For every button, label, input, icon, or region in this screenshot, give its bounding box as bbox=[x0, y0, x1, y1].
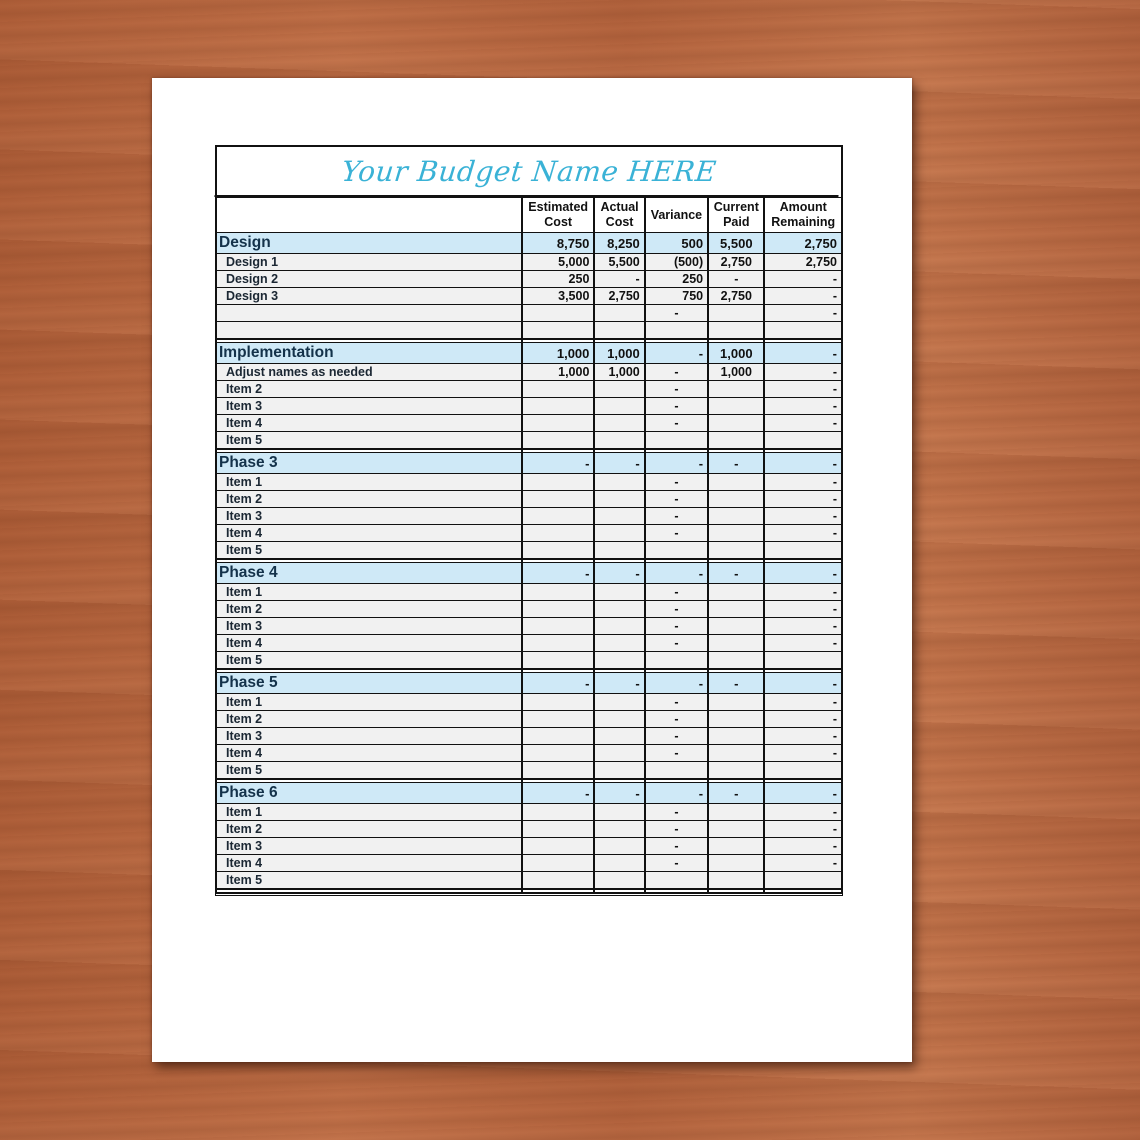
item-row bbox=[217, 635, 841, 652]
item-label[interactable]: Item 5 bbox=[217, 762, 522, 780]
item-label[interactable]: Design 1 bbox=[217, 254, 522, 271]
header-current-paid: Current Paid bbox=[708, 198, 764, 233]
item-label[interactable]: Item 5 bbox=[217, 542, 522, 560]
item-row bbox=[217, 525, 841, 542]
item-value-cell[interactable]: 1,000 bbox=[594, 364, 644, 381]
section-total-cell[interactable]: 500 bbox=[645, 233, 708, 254]
item-value-cell[interactable] bbox=[708, 398, 764, 415]
item-row bbox=[217, 601, 841, 618]
item-label[interactable]: Item 3 bbox=[217, 508, 522, 525]
section-name[interactable]: Phase 3 bbox=[217, 453, 522, 474]
item-value-cell[interactable] bbox=[594, 872, 644, 890]
item-value-cell[interactable]: - bbox=[645, 821, 708, 838]
item-value-cell[interactable] bbox=[594, 652, 644, 670]
item-value-cell[interactable] bbox=[522, 601, 594, 618]
section-total-cell[interactable]: - bbox=[708, 563, 764, 584]
item-value-cell[interactable]: - bbox=[645, 855, 708, 872]
item-value-cell[interactable] bbox=[708, 711, 764, 728]
item-value-cell[interactable]: - bbox=[708, 271, 764, 288]
item-value-cell[interactable]: - bbox=[764, 491, 841, 508]
item-value-cell[interactable]: - bbox=[764, 694, 841, 711]
section-header-row bbox=[217, 453, 841, 474]
item-value-cell[interactable] bbox=[522, 491, 594, 508]
item-value-cell[interactable] bbox=[708, 305, 764, 322]
item-value-cell[interactable]: - bbox=[764, 288, 841, 305]
item-label[interactable]: Item 4 bbox=[217, 855, 522, 872]
item-value-cell[interactable]: 2,750 bbox=[708, 254, 764, 271]
item-value-cell[interactable] bbox=[708, 584, 764, 601]
item-value-cell[interactable] bbox=[708, 694, 764, 711]
item-row bbox=[217, 821, 841, 838]
item-value-cell[interactable]: - bbox=[645, 728, 708, 745]
item-value-cell[interactable] bbox=[594, 491, 644, 508]
item-value-cell[interactable] bbox=[522, 415, 594, 432]
item-value-cell[interactable] bbox=[764, 652, 841, 670]
section-total-cell[interactable]: - bbox=[645, 563, 708, 584]
item-label[interactable]: Item 2 bbox=[217, 491, 522, 508]
budget-title: Your Budget Name HERE bbox=[214, 147, 843, 197]
item-value-cell[interactable] bbox=[708, 762, 764, 780]
item-value-cell[interactable] bbox=[645, 322, 708, 340]
item-label[interactable]: Item 2 bbox=[217, 601, 522, 618]
item-value-cell[interactable] bbox=[764, 872, 841, 890]
item-value-cell[interactable] bbox=[594, 618, 644, 635]
item-value-cell[interactable]: - bbox=[764, 584, 841, 601]
section-total-cell[interactable]: - bbox=[522, 673, 594, 694]
item-value-cell[interactable] bbox=[764, 322, 841, 340]
item-label[interactable]: Design 2 bbox=[217, 271, 522, 288]
section-name[interactable]: Phase 6 bbox=[217, 783, 522, 804]
item-value-cell[interactable] bbox=[594, 635, 644, 652]
section-total-cell[interactable]: - bbox=[522, 453, 594, 474]
item-value-cell[interactable]: 5,000 bbox=[522, 254, 594, 271]
section-name[interactable]: Design bbox=[217, 233, 522, 254]
item-label[interactable]: Item 3 bbox=[217, 398, 522, 415]
section-total-cell[interactable]: - bbox=[594, 563, 644, 584]
section-total-cell[interactable]: 1,000 bbox=[594, 343, 644, 364]
item-value-cell[interactable] bbox=[708, 381, 764, 398]
item-value-cell[interactable] bbox=[522, 508, 594, 525]
item-label[interactable]: Item 3 bbox=[217, 838, 522, 855]
section-total-cell[interactable]: - bbox=[522, 783, 594, 804]
item-value-cell[interactable] bbox=[708, 838, 764, 855]
item-value-cell[interactable] bbox=[708, 618, 764, 635]
item-value-cell[interactable]: - bbox=[645, 525, 708, 542]
item-value-cell[interactable]: - bbox=[645, 508, 708, 525]
item-label[interactable]: Item 1 bbox=[217, 694, 522, 711]
item-row bbox=[217, 652, 841, 670]
section-header-row bbox=[217, 343, 841, 364]
item-value-cell[interactable] bbox=[708, 542, 764, 560]
item-value-cell[interactable] bbox=[645, 652, 708, 670]
section-total-cell[interactable]: - bbox=[594, 783, 644, 804]
item-value-cell[interactable] bbox=[522, 618, 594, 635]
item-value-cell[interactable] bbox=[708, 491, 764, 508]
item-value-cell[interactable] bbox=[594, 804, 644, 821]
item-label[interactable]: Item 5 bbox=[217, 872, 522, 890]
item-value-cell[interactable] bbox=[594, 838, 644, 855]
item-value-cell[interactable]: - bbox=[764, 364, 841, 381]
item-value-cell[interactable]: 250 bbox=[645, 271, 708, 288]
item-value-cell[interactable]: - bbox=[764, 618, 841, 635]
item-row bbox=[217, 305, 841, 322]
section-total-cell[interactable]: - bbox=[764, 783, 841, 804]
item-label[interactable]: Item 5 bbox=[217, 652, 522, 670]
budget-sheet-paper bbox=[152, 78, 912, 1062]
item-value-cell[interactable] bbox=[522, 694, 594, 711]
item-row bbox=[217, 432, 841, 450]
item-value-cell[interactable]: - bbox=[645, 305, 708, 322]
item-value-cell[interactable]: - bbox=[645, 635, 708, 652]
item-row bbox=[217, 618, 841, 635]
item-row bbox=[217, 584, 841, 601]
item-value-cell[interactable]: 5,500 bbox=[594, 254, 644, 271]
section-header-row bbox=[217, 233, 841, 254]
item-row bbox=[217, 855, 841, 872]
item-label[interactable]: Item 1 bbox=[217, 804, 522, 821]
header-blank bbox=[217, 198, 522, 233]
item-value-cell[interactable]: 3,500 bbox=[522, 288, 594, 305]
item-value-cell[interactable]: - bbox=[594, 271, 644, 288]
item-value-cell[interactable] bbox=[594, 398, 644, 415]
item-value-cell[interactable]: (500) bbox=[645, 254, 708, 271]
item-value-cell[interactable] bbox=[708, 745, 764, 762]
item-value-cell[interactable] bbox=[594, 745, 644, 762]
item-row bbox=[217, 398, 841, 415]
item-value-cell[interactable] bbox=[594, 601, 644, 618]
budget-table bbox=[217, 197, 841, 893]
item-value-cell[interactable] bbox=[708, 804, 764, 821]
item-row bbox=[217, 838, 841, 855]
item-row bbox=[217, 508, 841, 525]
item-row bbox=[217, 711, 841, 728]
item-value-cell[interactable] bbox=[522, 381, 594, 398]
item-label[interactable]: Item 4 bbox=[217, 635, 522, 652]
item-value-cell[interactable]: - bbox=[645, 398, 708, 415]
item-value-cell[interactable] bbox=[522, 821, 594, 838]
item-value-cell[interactable] bbox=[594, 508, 644, 525]
section-name[interactable]: Phase 5 bbox=[217, 673, 522, 694]
item-value-cell[interactable] bbox=[764, 762, 841, 780]
item-value-cell[interactable] bbox=[764, 542, 841, 560]
item-value-cell[interactable]: - bbox=[764, 601, 841, 618]
item-value-cell[interactable]: - bbox=[645, 474, 708, 491]
item-label[interactable] bbox=[217, 305, 522, 322]
section-total-cell[interactable]: - bbox=[645, 343, 708, 364]
item-value-cell[interactable] bbox=[522, 525, 594, 542]
item-value-cell[interactable]: 250 bbox=[522, 271, 594, 288]
item-value-cell[interactable] bbox=[708, 415, 764, 432]
header-estimated-cost: Estimated Cost bbox=[522, 198, 594, 233]
item-value-cell[interactable] bbox=[708, 728, 764, 745]
item-value-cell[interactable] bbox=[708, 508, 764, 525]
header-variance: Variance bbox=[645, 198, 708, 233]
item-row bbox=[217, 474, 841, 491]
item-value-cell[interactable] bbox=[522, 804, 594, 821]
item-label[interactable]: Item 1 bbox=[217, 584, 522, 601]
item-value-cell[interactable] bbox=[594, 584, 644, 601]
header-actual-cost: Actual Cost bbox=[594, 198, 644, 233]
item-value-cell[interactable]: 2,750 bbox=[764, 254, 841, 271]
section-total-cell[interactable]: - bbox=[522, 563, 594, 584]
item-label[interactable]: Item 5 bbox=[217, 432, 522, 450]
section-total-cell[interactable]: - bbox=[645, 673, 708, 694]
item-value-cell[interactable] bbox=[708, 322, 764, 340]
section-total-cell[interactable]: 1,000 bbox=[708, 343, 764, 364]
item-label[interactable]: Item 2 bbox=[217, 821, 522, 838]
item-value-cell[interactable]: - bbox=[764, 635, 841, 652]
section-total-cell[interactable]: - bbox=[708, 673, 764, 694]
item-value-cell[interactable]: 2,750 bbox=[708, 288, 764, 305]
item-value-cell[interactable] bbox=[594, 728, 644, 745]
item-value-cell[interactable] bbox=[594, 542, 644, 560]
item-value-cell[interactable]: - bbox=[764, 415, 841, 432]
item-value-cell[interactable]: - bbox=[645, 364, 708, 381]
item-label[interactable]: Item 3 bbox=[217, 618, 522, 635]
item-value-cell[interactable]: - bbox=[764, 728, 841, 745]
item-value-cell[interactable] bbox=[594, 415, 644, 432]
section-total-cell[interactable]: 1,000 bbox=[522, 343, 594, 364]
item-value-cell[interactable]: 750 bbox=[645, 288, 708, 305]
section-total-cell[interactable]: - bbox=[764, 673, 841, 694]
item-value-cell[interactable]: - bbox=[645, 415, 708, 432]
item-value-cell[interactable] bbox=[708, 855, 764, 872]
item-value-cell[interactable] bbox=[594, 711, 644, 728]
item-row bbox=[217, 762, 841, 780]
item-value-cell[interactable] bbox=[522, 728, 594, 745]
item-value-cell[interactable] bbox=[708, 525, 764, 542]
item-value-cell[interactable] bbox=[522, 838, 594, 855]
item-row bbox=[217, 804, 841, 821]
item-value-cell[interactable]: - bbox=[645, 381, 708, 398]
section-divider bbox=[217, 889, 841, 893]
section-total-cell[interactable]: - bbox=[764, 563, 841, 584]
item-value-cell[interactable] bbox=[522, 322, 594, 340]
item-value-cell[interactable] bbox=[594, 762, 644, 780]
item-value-cell[interactable] bbox=[645, 762, 708, 780]
item-value-cell[interactable]: - bbox=[764, 305, 841, 322]
section-name[interactable]: Implementation bbox=[217, 343, 522, 364]
header-amount-remaining: Amount Remaining bbox=[764, 198, 841, 233]
item-label[interactable]: Item 3 bbox=[217, 728, 522, 745]
section-total-cell[interactable]: - bbox=[594, 453, 644, 474]
section-name[interactable]: Phase 4 bbox=[217, 563, 522, 584]
item-value-cell[interactable]: - bbox=[764, 711, 841, 728]
item-value-cell[interactable]: - bbox=[764, 855, 841, 872]
section-total-cell[interactable]: - bbox=[594, 673, 644, 694]
item-value-cell[interactable] bbox=[594, 855, 644, 872]
section-total-cell[interactable]: 2,750 bbox=[764, 233, 841, 254]
item-value-cell[interactable] bbox=[708, 821, 764, 838]
item-value-cell[interactable]: - bbox=[645, 838, 708, 855]
section-total-cell[interactable]: - bbox=[645, 783, 708, 804]
item-value-cell[interactable] bbox=[522, 762, 594, 780]
item-value-cell[interactable] bbox=[594, 305, 644, 322]
item-row bbox=[217, 364, 841, 381]
item-value-cell[interactable]: - bbox=[645, 491, 708, 508]
item-label[interactable]: Item 2 bbox=[217, 711, 522, 728]
item-value-cell[interactable]: - bbox=[764, 525, 841, 542]
item-row bbox=[217, 322, 841, 340]
item-row bbox=[217, 745, 841, 762]
item-row bbox=[217, 415, 841, 432]
item-value-cell[interactable] bbox=[522, 652, 594, 670]
item-row bbox=[217, 872, 841, 890]
item-value-cell[interactable] bbox=[522, 398, 594, 415]
item-label[interactable]: Design 3 bbox=[217, 288, 522, 305]
item-value-cell[interactable]: - bbox=[764, 381, 841, 398]
item-row bbox=[217, 254, 841, 271]
item-label[interactable]: Item 2 bbox=[217, 381, 522, 398]
item-value-cell[interactable]: - bbox=[764, 804, 841, 821]
item-label[interactable] bbox=[217, 322, 522, 340]
item-value-cell[interactable]: - bbox=[645, 694, 708, 711]
item-value-cell[interactable] bbox=[708, 635, 764, 652]
section-total-cell[interactable]: - bbox=[764, 453, 841, 474]
item-value-cell[interactable]: - bbox=[645, 584, 708, 601]
item-row bbox=[217, 288, 841, 305]
item-value-cell[interactable]: - bbox=[764, 271, 841, 288]
item-value-cell[interactable] bbox=[522, 305, 594, 322]
item-value-cell[interactable] bbox=[708, 601, 764, 618]
item-label[interactable]: Item 4 bbox=[217, 415, 522, 432]
item-value-cell[interactable]: - bbox=[764, 821, 841, 838]
item-value-cell[interactable] bbox=[522, 474, 594, 491]
section-total-cell[interactable]: 8,750 bbox=[522, 233, 594, 254]
item-value-cell[interactable]: 1,000 bbox=[708, 364, 764, 381]
item-value-cell[interactable]: - bbox=[645, 618, 708, 635]
item-value-cell[interactable] bbox=[522, 872, 594, 890]
item-value-cell[interactable]: - bbox=[764, 745, 841, 762]
item-value-cell[interactable] bbox=[522, 635, 594, 652]
item-value-cell[interactable]: - bbox=[645, 601, 708, 618]
item-value-cell[interactable] bbox=[522, 745, 594, 762]
item-value-cell[interactable]: 2,750 bbox=[594, 288, 644, 305]
item-value-cell[interactable] bbox=[522, 711, 594, 728]
section-header-row bbox=[217, 783, 841, 804]
section-header-row bbox=[217, 673, 841, 694]
item-value-cell[interactable] bbox=[522, 432, 594, 450]
budget-table-frame bbox=[215, 145, 843, 896]
item-value-cell[interactable] bbox=[594, 474, 644, 491]
item-value-cell[interactable] bbox=[645, 542, 708, 560]
item-row bbox=[217, 271, 841, 288]
item-value-cell[interactable] bbox=[708, 432, 764, 450]
item-value-cell[interactable]: - bbox=[764, 474, 841, 491]
item-value-cell[interactable] bbox=[522, 584, 594, 601]
item-value-cell[interactable] bbox=[522, 542, 594, 560]
item-value-cell[interactable]: - bbox=[764, 398, 841, 415]
item-value-cell[interactable] bbox=[594, 322, 644, 340]
item-value-cell[interactable] bbox=[594, 694, 644, 711]
item-value-cell[interactable] bbox=[645, 872, 708, 890]
section-total-cell[interactable]: 5,500 bbox=[708, 233, 764, 254]
header-row bbox=[217, 198, 841, 233]
section-total-cell[interactable]: - bbox=[708, 783, 764, 804]
item-value-cell[interactable] bbox=[645, 432, 708, 450]
item-value-cell[interactable]: 1,000 bbox=[522, 364, 594, 381]
section-total-cell[interactable]: - bbox=[764, 343, 841, 364]
item-value-cell[interactable]: - bbox=[645, 711, 708, 728]
item-value-cell[interactable] bbox=[594, 432, 644, 450]
item-value-cell[interactable] bbox=[522, 855, 594, 872]
item-value-cell[interactable] bbox=[594, 525, 644, 542]
item-value-cell[interactable] bbox=[594, 821, 644, 838]
item-value-cell[interactable]: - bbox=[764, 838, 841, 855]
item-row bbox=[217, 491, 841, 508]
item-value-cell[interactable]: - bbox=[645, 745, 708, 762]
section-header-row bbox=[217, 563, 841, 584]
item-value-cell[interactable]: - bbox=[645, 804, 708, 821]
item-label[interactable]: Item 4 bbox=[217, 525, 522, 542]
item-value-cell[interactable] bbox=[594, 381, 644, 398]
section-total-cell[interactable]: - bbox=[708, 453, 764, 474]
section-total-cell[interactable]: - bbox=[645, 453, 708, 474]
item-value-cell[interactable] bbox=[708, 474, 764, 491]
item-value-cell[interactable] bbox=[708, 872, 764, 890]
item-label[interactable]: Adjust names as needed bbox=[217, 364, 522, 381]
item-row bbox=[217, 694, 841, 711]
item-value-cell[interactable] bbox=[708, 652, 764, 670]
item-label[interactable]: Item 1 bbox=[217, 474, 522, 491]
item-row bbox=[217, 542, 841, 560]
item-row bbox=[217, 381, 841, 398]
item-value-cell[interactable] bbox=[764, 432, 841, 450]
section-total-cell[interactable]: 8,250 bbox=[594, 233, 644, 254]
item-value-cell[interactable]: - bbox=[764, 508, 841, 525]
item-label[interactable]: Item 4 bbox=[217, 745, 522, 762]
item-row bbox=[217, 728, 841, 745]
